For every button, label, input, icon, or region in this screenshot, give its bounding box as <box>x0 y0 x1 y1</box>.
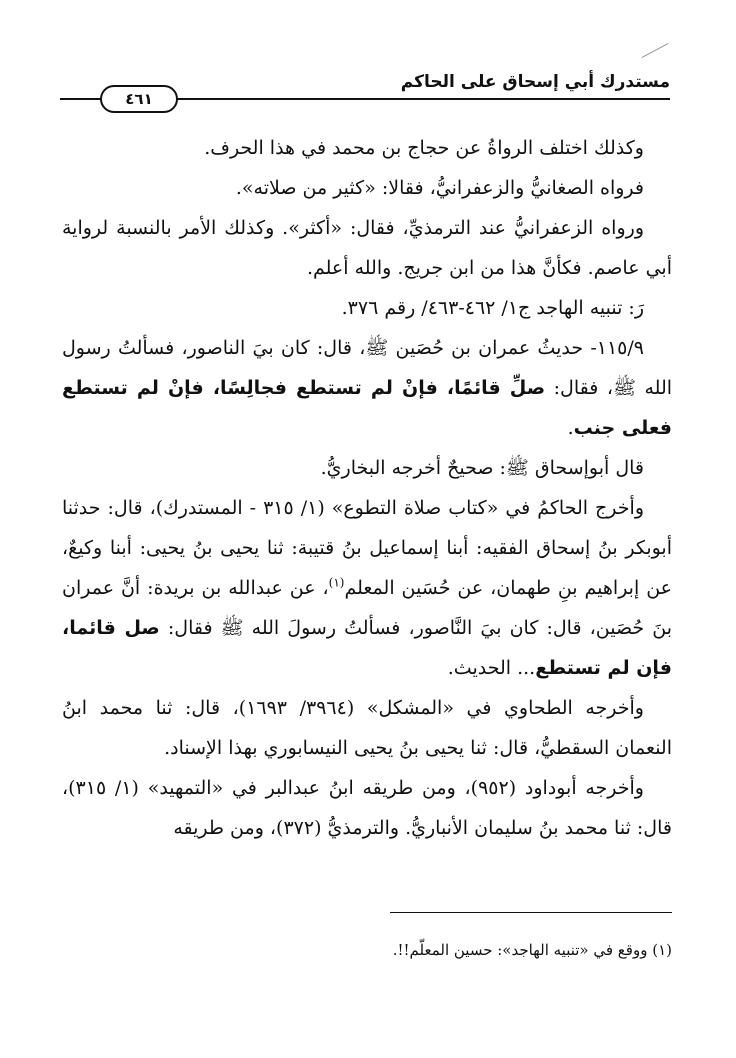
takhrij-bold: صل قائما، فإن لم تستطع <box>62 617 672 679</box>
paragraph-2: فرواه الصغانيُّ والزعفرانيُّ، فقالا: «كثير من صلاته». <box>235 177 644 199</box>
takhrij-mid: ، عن عبدالله بن بريدة: أنَّ عمران بنَ حُصَين، قال: كان بيَ النَّاصور، فسألتُ رسولَ الله ﷺ فقال: <box>62 577 672 639</box>
paragraph-1: وكذلك اختلف الرواةُ عن حجاج بن محمد في هذا الحرف. <box>204 137 644 159</box>
hadith-paragraph <box>62 328 672 448</box>
takhrij-end: ... الحديث. <box>447 657 536 679</box>
tahawi-paragraph: وأخرجه الطحاوي في «المشكل» (٣٩٦٤/ ١٦٩٣)، قال: ثنا محمد ابنُ النعمان السقطيُّ، قال: ثنا يحيى بنُ يحيى النيسابوري بهذا الإسناد. <box>62 697 672 759</box>
hadith-end: . <box>567 417 574 439</box>
page-header <box>60 70 670 110</box>
scan-mark <box>642 43 669 58</box>
footnote-rule <box>390 912 672 913</box>
page-number-badge: ٤٦١ <box>100 85 178 113</box>
footnote: (١) ووقع في «تنبيه الهاجد»: حسين المعلّم!!. <box>392 941 672 959</box>
hadith-intro: ١١٥/٩- حديثُ عمران بن حُصَين ﷺ، قال: كان بيَ الناصور، فسألتُ رسول الله ﷺ، فقال: <box>62 337 673 399</box>
abudawud-paragraph: وأخرجه أبوداود (٩٥٢)، ومن طريقه ابنُ عبدالبر في «التمهيد» (١/ ٣١٥)، قال: ثنا محمد بنُ سليمان الأنباريُّ. والترمذيُّ (٣٧٢)، ومن طريقه <box>62 777 672 839</box>
takhrij-start: وأخرج الحاكمُ في «كتاب صلاة التطوع» (١/ ٣١٥ - المستدرك)، قال: حدثنا أبوبكر بنُ إسحاق الفقيه: أبنا إسماعيل بنُ قتيبة: ثنا يحيى بنُ يحيى: أبنا وكيعٌ، عن إبراهيم بنِ طهمان، عن حُسَين المعلم <box>62 497 672 599</box>
verdict-paragraph: قال أبوإسحاق ﷺ: صحيحٌ أخرجه البخاريُّ. <box>320 457 644 479</box>
takhrij-paragraph <box>62 488 672 688</box>
paragraph-4: رَ: تنبيه الهاجد ج١/ ٤٦٢-٤٦٣/ رقم ٣٧٦. <box>341 297 644 319</box>
hadith-text: صلِّ قائمًا، فإنْ لم تستطع فجالِسًا، فإنْ لم تستطع فعلى جنب <box>62 377 672 439</box>
footnote-marker: (١) <box>328 575 345 590</box>
main-text <box>62 128 672 848</box>
paragraph-3: ورواه الزعفرانيُّ عند الترمذيِّ، فقال: «أكثر». وكذلك الأمر بالنسبة لرواية أبي عاصم. فكأنَّ هذا من ابن جريج. والله أعلم. <box>62 217 672 279</box>
running-title: مستدرك أبي إسحاق على الحاكم <box>400 72 670 92</box>
